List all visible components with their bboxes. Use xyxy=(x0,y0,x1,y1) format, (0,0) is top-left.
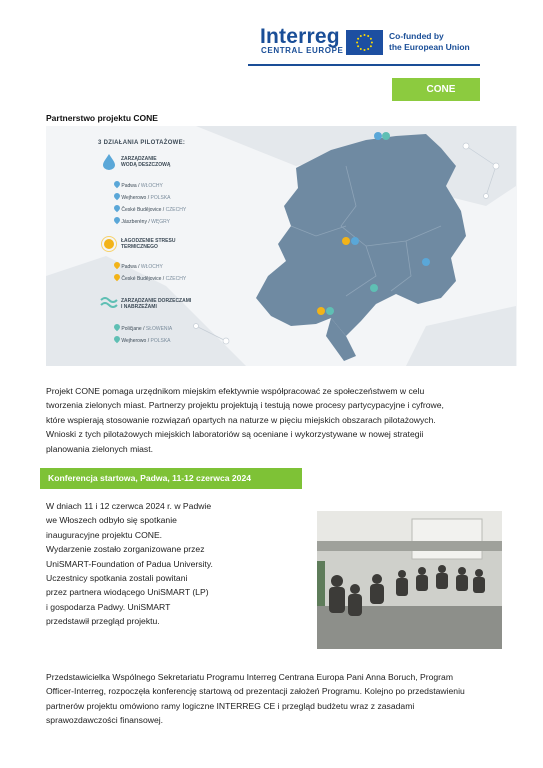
intro-paragraph xyxy=(46,384,506,456)
legend-country: POLSKA xyxy=(150,338,171,344)
legend-country: CZECHY xyxy=(165,276,187,282)
legend-heading-line: I NABRZEŻAMI xyxy=(121,304,157,310)
closing-line: Przedstawicielka Wspólnego Sekretariatu Programu Interreg Centrana Europa Pani Anna Boruch, Program xyxy=(46,672,453,682)
eu-line-2: the European Union xyxy=(389,42,470,52)
eu-cofunded-label xyxy=(389,31,470,53)
conference-line: przedstawił przegląd projektu. xyxy=(46,616,160,627)
intro-line: tworzenia zielonych miast. Partnerzy projektu projektują i testują nowe procesy partycypacyjne i cyfrowe, xyxy=(46,400,444,411)
legend-country: WŁOCHY xyxy=(140,183,163,189)
legend-group-heat-heading xyxy=(121,238,175,250)
header-divider xyxy=(248,64,480,66)
legend-city: České Budějovice xyxy=(121,207,162,213)
water-drop-icon xyxy=(102,154,116,175)
pin-icon xyxy=(113,335,121,343)
legend-heading-line: ŁAGODZENIE STRESU xyxy=(121,238,176,244)
legend-item: Jászberény / WĘGRY xyxy=(114,217,170,225)
conference-line: inauguracyjne projektu CONE. xyxy=(46,529,163,540)
section-title: Partnerstwo projektu CONE xyxy=(46,113,158,123)
pin-icon xyxy=(113,261,121,269)
conference-heading: Konferencja startowa, Padwa, 11-12 czerwca 2024 xyxy=(40,468,302,489)
legend-item: České Budějovice / CZECHY xyxy=(114,205,186,213)
pin-icon xyxy=(113,204,121,212)
legend-heading-line: WODĄ DESZCZOWĄ xyxy=(121,162,171,168)
conference-photo xyxy=(317,511,502,649)
conference-line: przez partnera wiodącego UniSMART (LP) xyxy=(46,587,209,598)
pin-icon xyxy=(113,273,121,281)
intro-line: Projekt CONE pomaga urzędnikom miejskim efektywnie współpracować ze społeczeństwem w celu xyxy=(46,386,425,396)
legend-title: 3 DZIAŁANIA PILOTAŻOWE: xyxy=(98,140,186,146)
legend-item: Wejherowo / POLSKA xyxy=(114,336,171,344)
legend-group-river-heading xyxy=(121,298,191,310)
conference-line: i gospodarza Padwy. UniSMART xyxy=(46,601,171,612)
intro-line: Wnioski z tych pilotażowych miejskich laboratoriów są oceniane i wykorzystywane w nowej strategii xyxy=(46,429,424,440)
central-europe-region xyxy=(256,134,466,336)
legend-city: Wejherowo xyxy=(121,338,147,344)
legend-heading-line: ZARZĄDZANIE DORZECZAMI xyxy=(121,298,192,304)
pin-icon xyxy=(113,216,121,224)
legend-item: Padwa / WŁOCHY xyxy=(114,262,163,270)
pin-icon xyxy=(113,323,121,331)
conference-line: W dniach 11 i 12 czerwca 2024 r. w Padwie xyxy=(46,501,212,511)
legend-item: Wejherowo / POLSKA xyxy=(114,193,171,201)
intro-line: które wspierają stosowanie rozwiązań opartych na naturze w pięciu miejskich obszarach pilotażowych. xyxy=(46,414,436,425)
conference-paragraph xyxy=(46,499,306,629)
legend-heading-line: ZARZĄDZANIE xyxy=(121,156,157,162)
pin-icon xyxy=(113,192,121,200)
legend-group-water-heading xyxy=(121,156,170,168)
legend-country: SŁOWENIA xyxy=(145,326,173,332)
legend-item: Poličjane / SŁOWENIA xyxy=(114,324,172,332)
project-tab-label: CONE xyxy=(426,84,456,95)
legend-city: Padwa xyxy=(121,183,137,189)
conference-line: Uczestnicy spotkania zostali powitani xyxy=(46,573,188,584)
wave-icon xyxy=(100,296,118,315)
conference-line: UniSMART-Foundation of Padua University. xyxy=(46,558,213,569)
closing-paragraph xyxy=(46,670,526,728)
interreg-logo-wordmark: Interreg xyxy=(260,25,340,48)
eu-line-1: Co-funded by xyxy=(389,31,444,41)
conference-line: Wydarzenie zostało zorganizowane przez xyxy=(46,544,205,555)
conference-photo-illustration xyxy=(317,511,502,649)
legend-item: České Budějovice / CZECHY xyxy=(114,274,186,282)
legend-heading-line: TERMICZNEGO xyxy=(121,244,158,250)
legend-country: CZECHY xyxy=(165,207,187,213)
closing-line: partnerów projektu omówiono ramy logiczne INTERREG CE i przegląd budżetu wraz z zasadami xyxy=(46,700,415,711)
legend-city: Jászberény xyxy=(121,219,147,225)
legend-city: Wejherowo xyxy=(121,195,147,201)
sun-icon xyxy=(101,236,117,257)
legend-country: WĘGRY xyxy=(151,219,170,225)
legend-city: České Budějovice xyxy=(121,276,162,282)
pin-icon xyxy=(113,180,121,188)
closing-line: sprawozdawczości finansowej. xyxy=(46,715,164,726)
legend-city: Padwa xyxy=(121,264,137,270)
interreg-logo-subtitle: CENTRAL EUROPE xyxy=(261,46,344,55)
partnership-map xyxy=(46,126,517,366)
legend-item: Padwa / WŁOCHY xyxy=(114,181,163,189)
legend-country: POLSKA xyxy=(150,195,171,201)
legend-city: Poličjane xyxy=(121,326,142,332)
conference-line: we Włoszech odbyło się spotkanie xyxy=(46,515,177,526)
intro-line: planowania zielonych miast. xyxy=(46,443,154,454)
closing-line: Officer-Interreg, rozpoczęła konferencję startową od prezentacji założeń Programu. Kolejno po przedstawieniu xyxy=(46,686,465,697)
eu-flag-icon xyxy=(346,30,383,55)
project-tab-cone xyxy=(392,78,480,101)
legend-country: WŁOCHY xyxy=(140,264,163,270)
